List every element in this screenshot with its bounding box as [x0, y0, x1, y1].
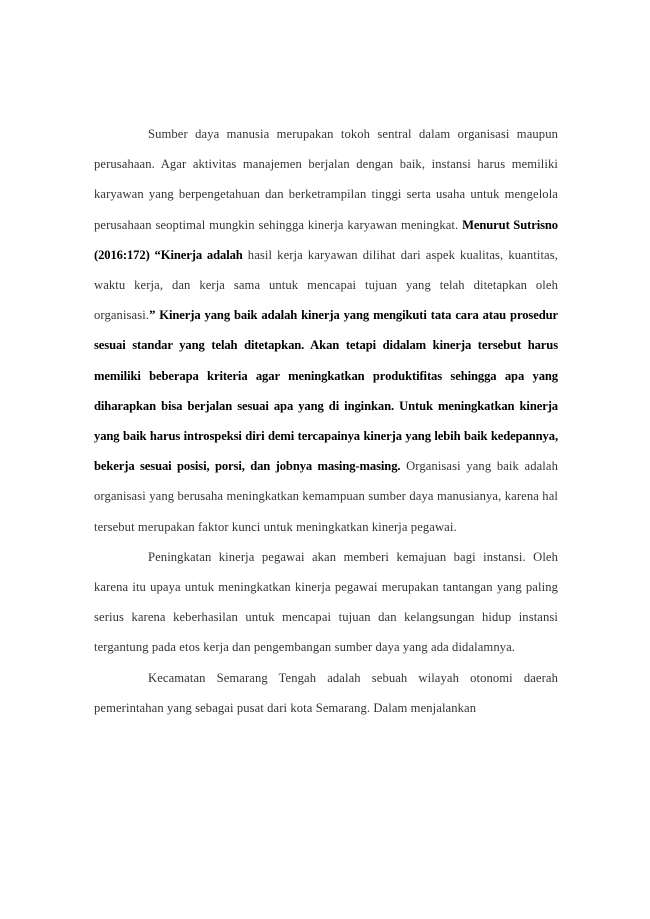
paragraph-2: [94, 542, 558, 663]
paragraph-2-text: Peningkatan kinerja pegawai akan memberi kemajuan bagi instansi. Oleh karena itu upaya untuk meningkatkan kinerja pegawai merupakan tantangan yang paling serius karena keberhasilan untuk mencapai tujuan dan kelangsungan hidup instansi tergantung pada etos kerja dan pengembangan sumber daya yang ada didalamnya.: [94, 549, 558, 655]
paragraph-1-text-conclusion: Organisasi yang baik adalah organisasi yang berusaha meningkatkan kemampuan sumber daya manusianya, karena hal tersebut merupakan faktor kunci untuk meningkatkan kinerja pegawai.: [94, 459, 558, 534]
paragraph-1: [94, 119, 558, 542]
body-text: [94, 119, 558, 723]
paragraph-1-text-elaboration: ” Kinerja yang baik adalah kinerja yang mengikuti tata cara atau prosedur sesuai standar yang telah ditetapkan. Akan tetapi didalam kinerja tersebut harus memiliki beberapa kriteria agar meningkatkan produktifitas sehingga apa yang diharapkan bisa berjalan sesuai apa yang di inginkan. Untuk meningkatkan kinerja yang baik harus introspeksi diri demi tercapainya kinerja yang lebih baik kedepannya, bekerja sesuai posisi, porsi, dan jobnya masing-masing.: [94, 308, 558, 474]
paragraph-3: [94, 663, 558, 723]
paragraph-1-text-definition: hasil kerja karyawan dilihat dari aspek kualitas, kuantitas, waktu kerja, dan kerja sama untuk mencapai tujuan yang telah ditetapkan oleh organisasi.: [94, 247, 558, 323]
paragraph-3-text: Kecamatan Semarang Tengah adalah sebuah wilayah otonomi daerah pemerintahan yang sebagai pusat dari kota Semarang. Dalam menjalankan: [94, 670, 558, 715]
paragraph-1-text-intro: Sumber daya manusia merupakan tokoh sentral dalam organisasi maupun perusahaan. Agar aktivitas manajemen berjalan dengan baik, instansi harus memiliki karyawan yang berpengetahuan dan berketrampilan tinggi serta usaha untuk mengelola perusahaan seoptimal mungkin sehingga kinerja karyawan meningkat.: [94, 127, 558, 232]
paragraph-1-text-citation: Menurut Sutrisno (2016:172) “Kinerja adalah: [94, 217, 558, 262]
